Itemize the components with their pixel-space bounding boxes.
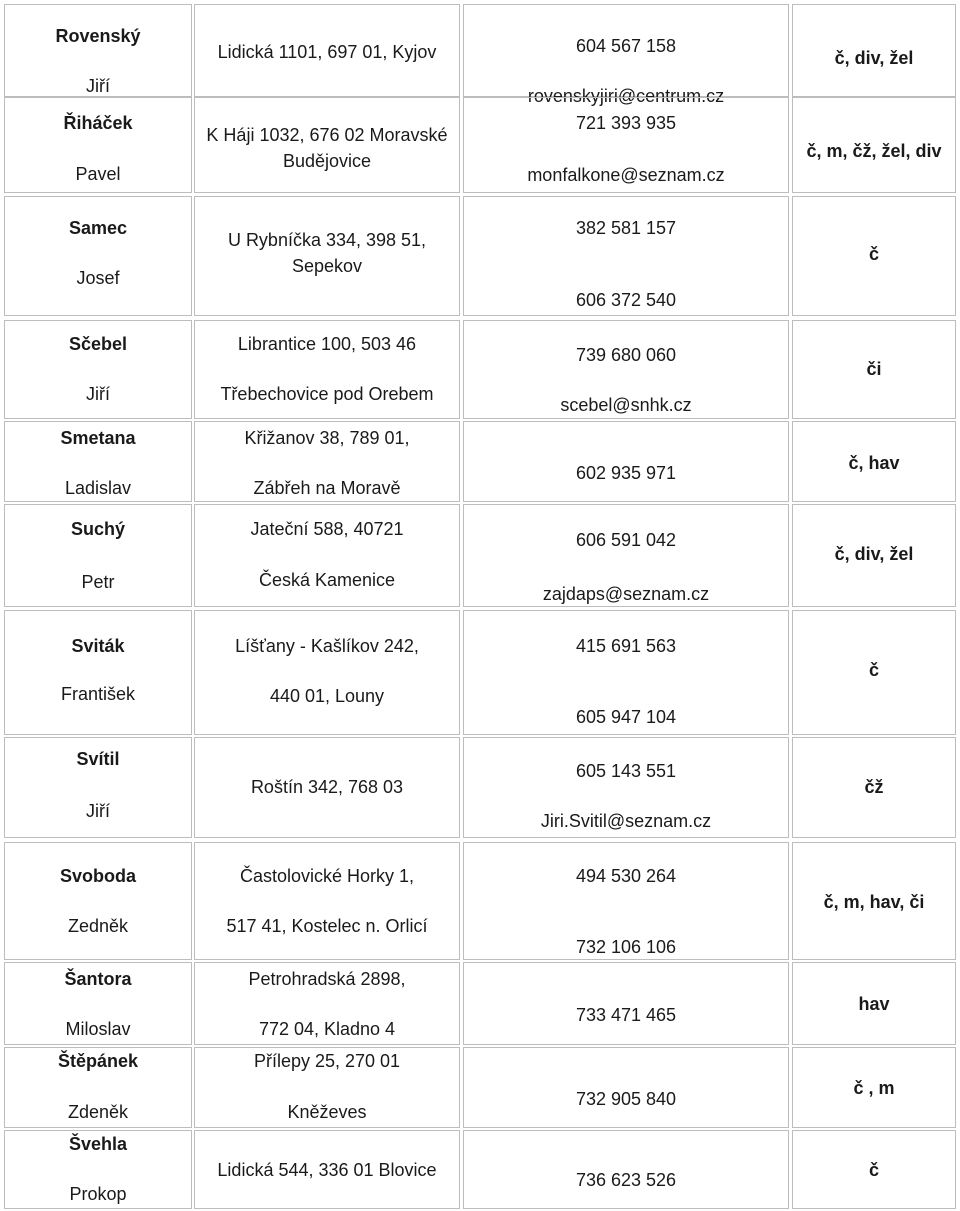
first-name: Josef	[76, 268, 120, 288]
phone-number: 739 680 060	[575, 345, 677, 365]
codes-cell	[792, 97, 956, 193]
contact-cell	[463, 842, 789, 960]
table-row	[0, 320, 960, 419]
table-row	[0, 1130, 960, 1209]
codes-cell	[792, 504, 956, 607]
name-cell	[4, 504, 192, 607]
codes-cell	[792, 196, 956, 316]
first-name: František	[60, 684, 136, 704]
name-cell	[4, 196, 192, 316]
address-line: Lidická 1101, 697 01, Kyjov	[217, 42, 437, 62]
codes-cell	[792, 737, 956, 838]
table-row	[0, 1047, 960, 1128]
codes: č	[868, 660, 879, 680]
table-row	[0, 504, 960, 607]
contact-cell	[463, 320, 789, 419]
address-cell	[194, 1130, 460, 1209]
phone-number: 733 471 465	[575, 1005, 677, 1025]
address-line: Petrohradská 2898,	[248, 969, 406, 989]
name-cell	[4, 737, 192, 838]
contact-cell	[463, 962, 789, 1045]
email-link[interactable]: zajdaps@seznam.cz	[542, 584, 710, 604]
table-row	[0, 196, 960, 316]
codes: či	[866, 359, 882, 379]
address-line: Kněževes	[287, 1102, 367, 1122]
codes: hav	[858, 994, 890, 1014]
surname: Sviták	[71, 636, 125, 656]
codes: č, m, čž, žel, div	[806, 141, 942, 161]
table-row	[0, 97, 960, 193]
surname: Svítil	[76, 749, 120, 769]
phone-number: 605 143 551	[575, 761, 677, 781]
address-line: K Háji 1032, 676 02 Moravské	[206, 125, 448, 145]
address-cell	[194, 737, 460, 838]
table-row	[0, 842, 960, 960]
codes: čž	[864, 777, 884, 797]
name-cell	[4, 1047, 192, 1128]
surname: Švehla	[68, 1134, 128, 1154]
surname: Řiháček	[63, 113, 133, 133]
contact-cell	[463, 1047, 789, 1128]
first-name: Ladislav	[64, 478, 132, 498]
address-line: Častolovické Horky 1,	[239, 866, 415, 886]
address-cell	[194, 97, 460, 193]
codes-cell	[792, 320, 956, 419]
address-cell	[194, 842, 460, 960]
contact-cell	[463, 737, 789, 838]
table-row	[0, 4, 960, 106]
phone-number: 736 623 526	[575, 1170, 677, 1190]
address-line: Křižanov 38, 789 01,	[244, 428, 410, 448]
name-cell	[4, 97, 192, 193]
contact-cell	[463, 4, 789, 106]
phone-number: 732 106 106	[575, 937, 677, 957]
contact-cell	[463, 97, 789, 193]
address-cell	[194, 504, 460, 607]
contact-cell	[463, 421, 789, 502]
contact-cell	[463, 196, 789, 316]
address-line: Budějovice	[282, 151, 372, 171]
address-line: Líšťany - Kašlíkov 242,	[235, 636, 419, 656]
first-name: Zedněk	[67, 916, 129, 936]
first-name: Jiří	[86, 801, 110, 821]
address-line: Třebechovice pod Orebem	[220, 384, 434, 404]
phone-number: 605 947 104	[575, 707, 677, 727]
contact-cell	[463, 1130, 789, 1209]
email-link[interactable]: monfalkone@seznam.cz	[527, 165, 725, 185]
first-name: Petr	[81, 572, 115, 592]
name-cell	[4, 4, 192, 97]
table-row	[0, 421, 960, 502]
address-line: Librantice 100, 503 46	[237, 334, 417, 354]
first-name: Pavel	[75, 164, 121, 184]
surname: Štěpánek	[57, 1051, 139, 1071]
address-cell	[194, 4, 460, 97]
address-line: Sepekov	[291, 256, 363, 276]
address-line: Lidická 544, 336 01 Blovice	[217, 1160, 437, 1180]
table-row	[0, 737, 960, 838]
table-row	[0, 962, 960, 1045]
codes: č, div, žel	[834, 544, 914, 564]
surname: Šantora	[64, 969, 132, 989]
phone-number: 415 691 563	[575, 636, 677, 656]
address-line: Roštín 342, 768 03	[250, 777, 404, 797]
codes-cell	[792, 962, 956, 1045]
address-line: 772 04, Kladno 4	[258, 1019, 396, 1039]
phone-number: 602 935 971	[575, 463, 677, 483]
table-row	[0, 610, 960, 735]
first-name: Prokop	[69, 1184, 127, 1204]
codes: č, m, hav, či	[823, 892, 925, 912]
name-cell	[4, 320, 192, 419]
codes: č	[868, 244, 879, 264]
codes-cell	[792, 421, 956, 502]
address-line: Česká Kamenice	[258, 570, 396, 590]
phone-number: 606 591 042	[575, 530, 677, 550]
email-link[interactable]: Jiri.Svitil@seznam.cz	[540, 811, 712, 831]
surname: Sčebel	[68, 334, 128, 354]
codes-cell	[792, 1047, 956, 1128]
surname: Suchý	[70, 519, 126, 539]
codes: č , m	[853, 1078, 895, 1098]
contact-cell	[463, 504, 789, 607]
email-link[interactable]: rovenskyjiri@centrum.cz	[527, 86, 725, 106]
email-link[interactable]: scebel@snhk.cz	[560, 395, 692, 415]
first-name: Jiří	[86, 76, 110, 96]
first-name: Miloslav	[65, 1019, 131, 1039]
codes: č, hav	[848, 453, 900, 473]
address-cell	[194, 962, 460, 1045]
address-cell	[194, 1047, 460, 1128]
surname: Svoboda	[59, 866, 136, 886]
surname: Smetana	[60, 428, 136, 448]
address-cell	[194, 421, 460, 502]
phone-number: 732 905 840	[575, 1089, 677, 1109]
surname: Rovenský	[55, 26, 141, 46]
codes: č	[868, 1160, 879, 1180]
address-cell	[194, 320, 460, 419]
first-name: Jiří	[86, 384, 110, 404]
contact-cell	[463, 610, 789, 735]
address-cell	[194, 610, 460, 735]
name-cell	[4, 421, 192, 502]
phone-number: 494 530 264	[575, 866, 677, 886]
name-cell	[4, 610, 192, 735]
first-name: Zdeněk	[67, 1102, 129, 1122]
address-line: Jateční 588, 40721	[250, 519, 404, 539]
phone-number: 606 372 540	[575, 290, 677, 310]
surname: Samec	[68, 218, 128, 238]
codes-cell	[792, 4, 956, 97]
address-line: Zábřeh na Moravě	[253, 478, 401, 498]
address-line: U Rybníčka 334, 398 51,	[227, 230, 427, 250]
address-line: 440 01, Louny	[269, 686, 385, 706]
codes-cell	[792, 842, 956, 960]
name-cell	[4, 962, 192, 1045]
codes-cell	[792, 1130, 956, 1209]
phone-number: 382 581 157	[575, 218, 677, 238]
address-cell	[194, 196, 460, 316]
phone-number: 721 393 935	[575, 113, 677, 133]
name-cell	[4, 1130, 192, 1209]
address-line: Přílepy 25, 270 01	[253, 1051, 401, 1071]
codes-cell	[792, 610, 956, 735]
name-cell	[4, 842, 192, 960]
phone-number: 604 567 158	[575, 36, 677, 56]
codes: č, div, žel	[834, 48, 914, 68]
address-line: 517 41, Kostelec n. Orlicí	[226, 916, 428, 936]
